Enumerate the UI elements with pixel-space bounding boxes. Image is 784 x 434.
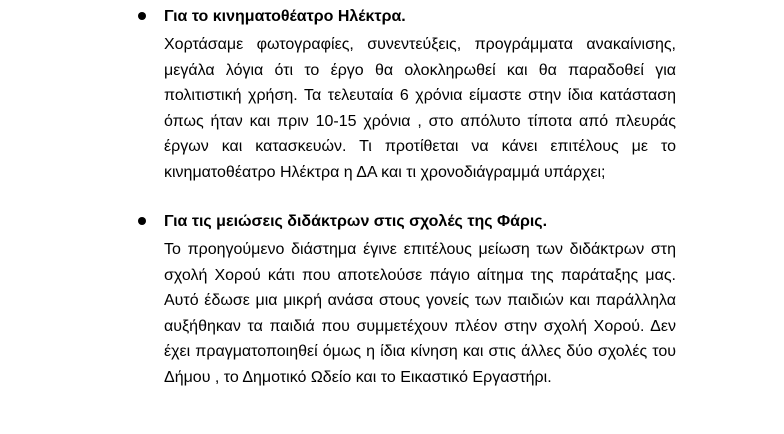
bullet-item-tuition-reductions — [138, 209, 676, 391]
bullet-dot-icon — [138, 12, 146, 20]
bullet-title: Για το κινηματοθέατρο Ηλέκτρα. — [164, 8, 406, 25]
bullet-dot-icon — [138, 217, 146, 225]
bullet-title: Για τις μειώσεις διδάκτρων στις σχολές της Φάρις. — [164, 213, 548, 230]
bullet-item-electra-cinema — [138, 4, 676, 186]
bullet-paragraph: Το προηγούμενο διάστημα έγινε επιτέλους μείωση των διδάκτρων στη σχολή Χορού κάτι που αποτελούσε πάγιο αίτημα της παράταξης μας. Αυτό έδωσε μια μικρή ανάσα στους γονείς των παιδιών και παράλληλα αυξήθηκαν τα παιδιά που συμμετέχουν πλέον στην σχολή Χορού. Δεν έχει πραγματοποιηθεί όμως η ίδια κίνηση και στις άλλες δύο σχολές του Δήμου , το Δημοτικό Ωδείο και το Εικαστικό Εργαστήρι. — [164, 241, 676, 386]
bullet-paragraph: Χορτάσαμε φωτογραφίες, συνεντεύξεις, προγράμματα ανακαίνισης, μεγάλα λόγια ότι το έργο θα ολοκληρωθεί και θα παραδοθεί για πολιτιστική χρήση. Τα τελευταία 6 χρόνια είμαστε στην ίδια κατάσταση όπως ήταν και πριν 10-15 χρόνια , στο απόλυτο τίποτα από πλευράς έργων και κατασκευών. Τι προτίθεται να κάνει επιτέλους με το κινηματοθέατρο Ηλέκτρα η ΔΑ και τι χρονοδιάγραμμά υπάρχει; — [164, 36, 676, 181]
bullet-heading — [138, 209, 676, 235]
bullet-heading — [138, 4, 676, 30]
